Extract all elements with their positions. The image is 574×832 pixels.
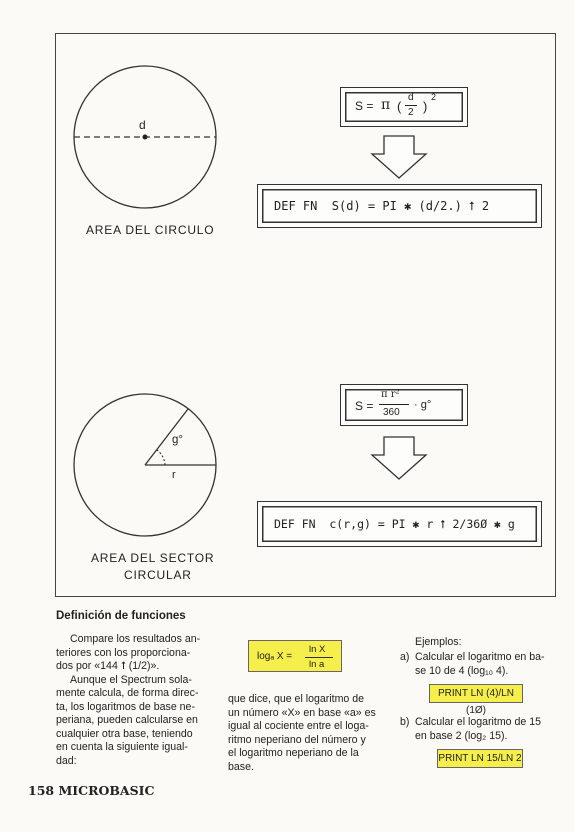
column-2 bbox=[228, 693, 394, 774]
paragraph-line: Compare los resultados an- bbox=[70, 633, 201, 645]
page-footer: 158 MICROBASIC bbox=[28, 783, 155, 798]
circle-def-fn-code: DEF FN S(d) = PI ✱ (d/2.) ⭡ 2 bbox=[274, 199, 490, 213]
sector-def-fn-box bbox=[257, 501, 542, 547]
paragraph-line: un número «X» en base «a» es bbox=[228, 706, 376, 719]
example-b-code: PRINT LN 15/LN 2 bbox=[437, 749, 523, 768]
paragraph-line: dos por «144 ⭡ (1/2)». bbox=[56, 660, 160, 672]
down-arrow-icon bbox=[370, 435, 430, 481]
paragraph-line: el logaritmo neperiano de la bbox=[228, 747, 359, 759]
sector-caption-line1: AREA DEL SECTOR bbox=[91, 551, 215, 565]
sector-caption-line2: CIRCULAR bbox=[124, 568, 192, 582]
section-heading: Definición de funciones bbox=[56, 610, 186, 622]
radius-label: r bbox=[172, 469, 176, 481]
paragraph-line: ritmo neperiano del número y bbox=[228, 733, 366, 746]
sector-def-fn-code: DEF FN c(r,g) = PI ✱ r ⭡ 2/36Ø ✱ g bbox=[274, 517, 515, 531]
angle-label: g° bbox=[172, 434, 183, 446]
circle-caption: AREA DEL CIRCULO bbox=[86, 223, 215, 237]
example-a-label: a) bbox=[400, 651, 410, 663]
paragraph-line: Aunque el Spectrum sola- bbox=[70, 673, 192, 686]
paragraph-line: mente calcula, de forma direc- bbox=[56, 687, 199, 699]
sector-area-formula-box: S = π r² 360 · g° bbox=[340, 384, 468, 426]
paragraph-line: dad: bbox=[56, 754, 77, 767]
paragraph-line: periana, pueden calcularse en bbox=[56, 714, 198, 726]
paragraph-line: teriores con los proporciona- bbox=[56, 646, 191, 659]
column-1 bbox=[56, 633, 218, 768]
example-b-text: Calcular el logaritmo de 15 en base 2 (log₂ 15). bbox=[415, 716, 542, 742]
paragraph-line: base. bbox=[228, 760, 254, 773]
paragraph-line: que dice, que el logaritmo de bbox=[228, 693, 365, 705]
examples-title: Ejemplos: bbox=[415, 636, 462, 648]
paragraph-line: cualquier otra base, teniendo bbox=[56, 727, 193, 740]
down-arrow-icon bbox=[370, 134, 430, 180]
diameter-label: d bbox=[139, 118, 146, 132]
circle-diagram bbox=[70, 65, 220, 215]
paragraph-line: en cuenta la siguiente igual- bbox=[56, 741, 188, 753]
log-formula-box: logₐ X = ln X ln a bbox=[248, 640, 342, 672]
sector-diagram bbox=[70, 393, 220, 543]
paragraph-line: igual al cociente entre el loga- bbox=[228, 720, 369, 732]
example-a-text: Calcular el logaritmo en ba- se 10 de 4 (log₁₀ 4). bbox=[415, 651, 545, 677]
example-a-code: PRINT LN (4)/LN (1Ø) bbox=[429, 684, 523, 703]
circle-area-formula-box: S = π ( d 2 ) 2 bbox=[340, 87, 468, 127]
circle-def-fn-box bbox=[257, 184, 542, 228]
example-b-label: b) bbox=[400, 716, 410, 728]
paragraph-line: ta, los logaritmos de base ne- bbox=[56, 700, 195, 713]
